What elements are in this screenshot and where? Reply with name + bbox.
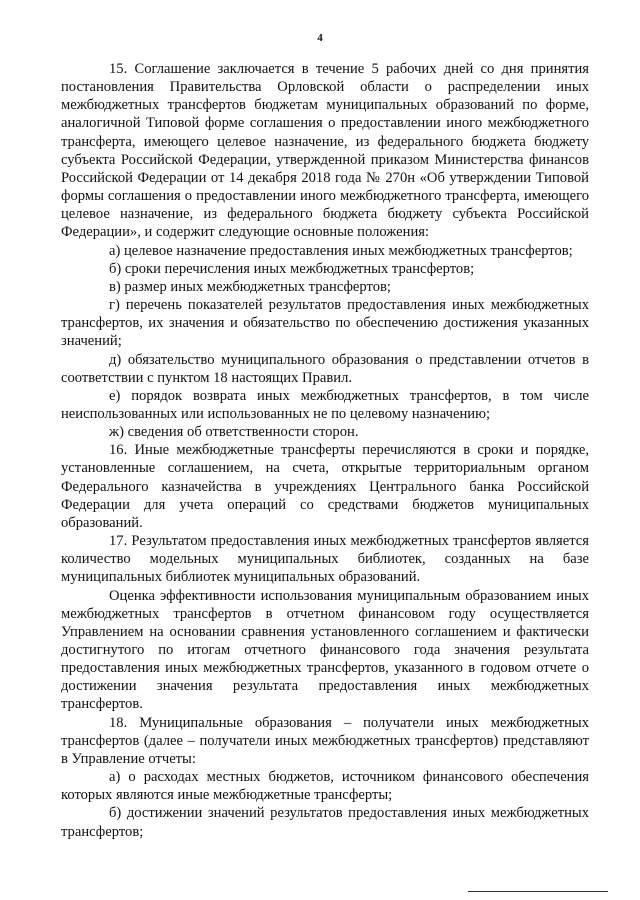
list-item-15-e: е) порядок возврата иных межбюджетных трансфертов, в том числе неиспользованных или использованных не по целевому назначению; xyxy=(61,387,589,422)
footer-rule xyxy=(468,891,608,892)
list-item-15-b: б) сроки перечисления иных межбюджетных трансфертов; xyxy=(109,260,475,277)
paragraph-17-evaluation: Оценка эффективности использования муниципальным образованием иных межбюджетных трансфертов в отчетном финансовом году осуществляется Управлением на основании сравнения установленного соглашением и фактически достигнутого по итогам отчетного финансового года значения результата предоставления иных межбюджетных трансфертов, указанного в годовом отчете о достижении значения результата предоставления иных межбюджетных трансфертов. xyxy=(61,587,589,713)
paragraph-17: 17. Результатом предоставления иных межбюджетных трансфертов является количество модельных муниципальных библиотек, созданных на базе муниципальных библиотек муниципальных образований. xyxy=(61,533,589,586)
paragraph-16: 16. Иные межбюджетные трансферты перечисляются в сроки и порядке, установленные соглашением, на счета, открытые территориальным органом Федерального казначейства в учреждениях Центрального банка Российской Федерации для учета операций со средствами бюджетов муниципальных образований. xyxy=(61,442,589,531)
list-item-15-v: в) размер иных межбюджетных трансфертов; xyxy=(109,278,391,295)
list-item-18-b: б) достижении значений результатов предоставления иных межбюджетных трансфертов; xyxy=(61,805,589,840)
document-body xyxy=(61,60,589,841)
list-item-18-a: а) о расходах местных бюджетов, источником финансового обеспечения которых являются иные межбюджетные трансферты; xyxy=(61,769,589,804)
paragraph-18: 18. Муниципальные образования – получатели иных межбюджетных трансфертов (далее – получатели иных межбюджетных трансфертов) представляют в Управление отчеты: xyxy=(61,714,589,767)
page-number: 4 xyxy=(317,32,323,44)
list-item-15-d: д) обязательство муниципального образования о представлении отчетов в соответствии с пунктом 18 настоящих Правил. xyxy=(61,351,589,386)
paragraph-15: 15. Соглашение заключается в течение 5 рабочих дней со дня принятия постановления Правительства Орловской области о распределении иных межбюджетных трансфертов бюджетам муниципальных образований по форме, аналогичной Типовой форме соглашения о предоставлении иного межбюджетного трансферта, имеющего целевое назначение, из федерального бюджета бюджету субъекта Российской Федерации, утвержденной приказом Министерства финансов Российской Федерации от 14 декабря 2018 года № 270н «Об утверждении Типовой формы соглашения о предоставлении иного межбюджетного трансферта, имеющего целевое назначение, из федерального бюджета бюджету субъекта Российской Федерации», и содержит следующие основные положения: xyxy=(61,61,589,241)
list-item-15-a: а) целевое назначение предоставления иных межбюджетных трансфертов; xyxy=(109,242,573,259)
list-item-15-g: г) перечень показателей результатов предоставления иных межбюджетных трансфертов, их значения и обязательство по обеспечению достижения указанных значений; xyxy=(61,297,589,350)
list-item-15-zh: ж) сведения об ответственности сторон. xyxy=(109,424,359,441)
